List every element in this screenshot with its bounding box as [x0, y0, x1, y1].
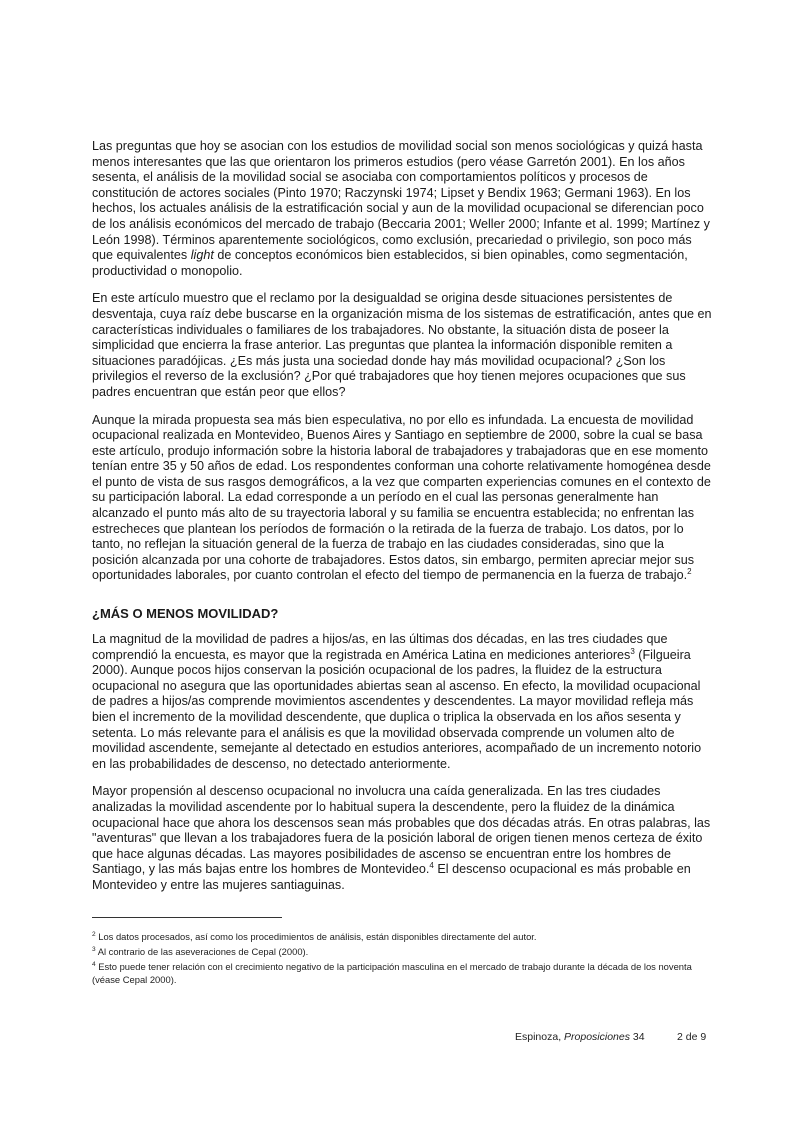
footnote-text: Los datos procesados, así como los procedimientos de análisis, están disponibles directamente del autor.: [98, 931, 537, 942]
footer-author: Espinoza,: [515, 1031, 565, 1043]
footnote: [92, 945, 712, 958]
paragraph-1-text-a: Las preguntas que hoy se asocian con los estudios de movilidad social son menos sociológicas y quizá hasta menos interesantes que las que orientaron los primeros estudios (pero véase Garretón 2001). En los años sesenta, el análisis de la movilidad social se asociaba con comportamientos políticos y procesos de constitución de actores sociales (Pinto 1970; Raczynski 1974; Lipset y Bendix 1963; Germani 1963). En los hechos, los actuales análisis de la estratificación social y aun de la movilidad ocupacional se diferencian poco de los análisis económicos del mercado de trabajo (Beccaria 2001; Weller 2000; Infante et al. 1999; Martínez y León 1998). Términos aparentemente sociológicos, como exclusión, precariedad o privilegio, son poco más que equivalentes: [92, 139, 710, 263]
citation-footer: [515, 1031, 645, 1043]
footnote-ref-2[interactable]: 2: [687, 567, 692, 577]
paragraph-1-text-b: de conceptos económicos bien establecidos, si bien opinables, como segmentación, productividad o monopolio.: [92, 248, 688, 278]
footnote-number: 3: [92, 946, 96, 953]
footnote-text: Esto puede tener relación con el crecimiento negativo de la participación masculina en el mercado de trabajo durante la década de los noventa (véase Cepal 2000).: [92, 961, 692, 985]
italic-term: light: [190, 248, 214, 263]
footnote-number: 2: [92, 931, 96, 938]
footer-issue: 34: [629, 1031, 645, 1043]
paragraph-4: [92, 632, 712, 772]
footnote-ref-3[interactable]: 3: [630, 646, 635, 656]
footnote: [92, 930, 712, 943]
footnote-number: 4: [92, 961, 96, 968]
paragraph-4-text-a: La magnitud de la movilidad de padres a hijos/as, en las últimas dos décadas, en las tres ciudades que comprendió la encuesta, es mayor que la registrada en América Latina en mediciones anteriores: [92, 632, 668, 662]
paragraph-5-text-b: El descenso ocupacional es más probable en Montevideo y entre las mujeres santiaguinas.: [92, 862, 691, 892]
paragraph-2: En este artículo muestro que el reclamo por la desigualdad se origina desde situaciones persistentes de desventaja, cuya raíz debe buscarse en la organización misma de los sistemas de estratificación, antes que en características individuales o familiares de los trabajadores. No obstante, la situación dista de poseer la simplicidad que encierra la frase anterior. Las preguntas que plantea la información disponible remiten a situaciones paradójicas. ¿Es más justa una sociedad donde hay más movilidad ocupacional? ¿Son los privilegios el reverso de la exclusión? ¿Por qué trabajadores que hoy tienen mejores ocupaciones que sus padres encuentran que están peor que ellos?: [92, 291, 712, 399]
footnote-divider: [92, 917, 282, 918]
footnote-text: Al contrario de las aseveraciones de Cepal (2000).: [97, 946, 309, 957]
section-heading: ¿MÁS O MENOS MOVILIDAD?: [92, 606, 279, 622]
footer-journal: Proposiciones: [564, 1031, 630, 1043]
paragraph-4-text-b: (Filgueira 2000). Aunque pocos hijos conservan la posición ocupacional de los padres, la fluidez de la estructura ocupacional no asegura que las oportunidades abiertas sean al ascenso. En efecto, la movilidad ocupacional de padres a hijos/as comprende movimientos ascendentes y descendentes. La mayor movilidad refleja más bien el incremento de la movilidad descendente, que duplica o triplica la observada en los años sesenta y setenta. Lo más relevante para el análisis es que la movilidad observada comprende un volumen alto de movilidad ascendente, semejante al detectado en estudios anteriores, acompañado de un incremento notorio en las probabilidades de descenso, no detectado anteriormente.: [92, 647, 702, 771]
paragraph-1: [92, 139, 712, 279]
paragraph-5: [92, 784, 712, 893]
page-number: 2 de 9: [677, 1031, 707, 1043]
paragraph-3-text: Aunque la mirada propuesta sea más bien especulativa, no por ello es infundada. La encuesta de movilidad ocupacional realizada en Montevideo, Buenos Aires y Santiago en septiembre de 2000, sobre la cual se basa este artículo, produjo información sobre la historia laboral de trabajadores y trabajadoras que en ese momento tenían entre 35 y 50 años de edad. Los respondentes conforman una cohorte relativamente homogénea desde el punto de vista de sus rasgos demográficos, a la vez que comparten experiencias comunes en el contexto de su participación laboral. La edad corresponde a un período en el cual las personas generalmente han alcanzado el punto más alto de su trayectoria laboral y su familia se encuentra establecida; no enfrentan las estrecheces que plantean los períodos de formación o la retirada de la fuerza de trabajo. Los datos, por lo tanto, no reflejan la situación general de la fuerza de trabajo en las ciudades consideradas, sino que la posición alcanzada por una cohorte de trabajadores. Estos datos, sin embargo, permiten apreciar mejor sus oportunidades laborales, por cuanto controlan el efecto del tiempo de permanencia en la fuerza de trabajo.: [92, 412, 711, 583]
article-body: [92, 139, 712, 906]
paragraph-3: [92, 413, 712, 585]
footnotes: [92, 930, 712, 988]
footnote: [92, 960, 712, 986]
footnote-ref-4[interactable]: 4: [429, 861, 434, 871]
paragraph-5-text-a: Mayor propensión al descenso ocupacional no involucra una caída generalizada. En las tres ciudades analizadas la movilidad ascendente por lo habitual supera la descendente, pero la fluidez de la dinámica ocupacional hace que ahora los descensos sean más probables que dos décadas atrás. En otras palabras, las "aventuras" que llevan a los trabajadores fuera de la posición laboral de origen tienen menos certeza de éxito que hace algunas décadas. Las mayores posibilidades de ascenso se encuentran entre los hombres de Santiago, y las más bajas entre los hombres de Montevideo.: [92, 784, 711, 877]
